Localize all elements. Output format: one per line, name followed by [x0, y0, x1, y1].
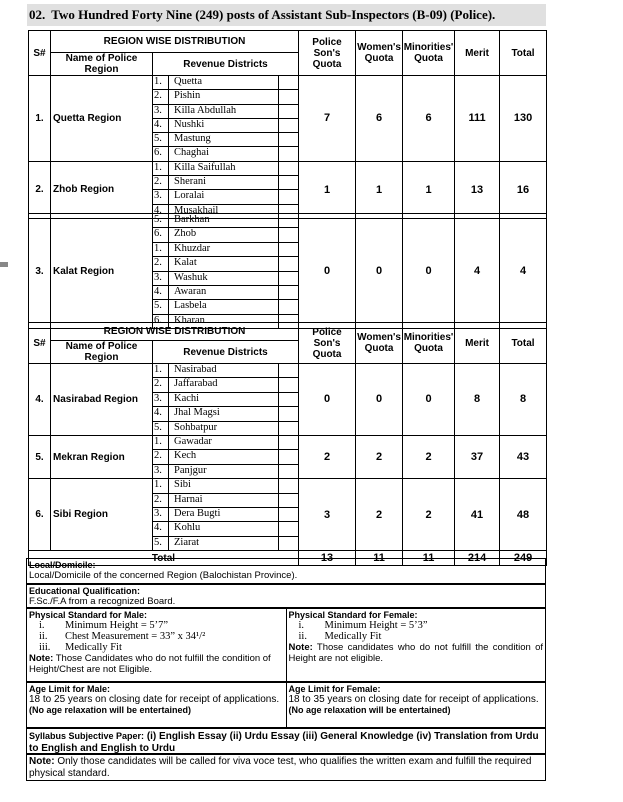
- district-list: [153, 214, 299, 329]
- district-name: Quetta: [169, 76, 279, 89]
- district-name: Kachi: [169, 393, 279, 406]
- district-number: 2.: [153, 378, 169, 391]
- district-name: Nasirabad: [169, 364, 279, 377]
- physical-female-heading: Physical Standard for Female:: [288, 610, 418, 620]
- age-male: [27, 683, 286, 727]
- district-number: 4.: [153, 522, 169, 535]
- district-item: [153, 119, 298, 133]
- district-number: 5.: [153, 422, 169, 435]
- district-item: [153, 214, 298, 228]
- district-number: 5.: [153, 133, 169, 146]
- margin-marker: [0, 262, 8, 267]
- physical-standards-block: [26, 608, 546, 682]
- male-item-1-text: Minimum Height = 5’7”: [65, 620, 169, 631]
- district-item: [153, 537, 298, 550]
- district-name: Awaran: [169, 286, 279, 299]
- district-name: Kharan: [169, 315, 279, 328]
- region-minorities: 0: [403, 364, 455, 436]
- district-list: [153, 76, 299, 162]
- district-item: [153, 479, 298, 493]
- region-total: 4: [500, 214, 547, 329]
- final-note-text: Only those candidates will be called for viva voce test, who qualifies the written exam and fulfill the required physical standard.: [29, 756, 532, 779]
- distribution-table-part3: [28, 322, 547, 566]
- district-name: Killa Abdullah: [169, 105, 279, 118]
- district-item: [153, 133, 298, 147]
- age-male-text: 18 to 25 years on closing date for receipt of applications.: [29, 694, 280, 705]
- header-sno: S#: [29, 31, 51, 76]
- district-item: [153, 286, 298, 300]
- district-number: 6.: [153, 147, 169, 160]
- region-total: 8: [500, 364, 547, 436]
- region-merit: 4: [455, 214, 500, 329]
- district-item: [153, 407, 298, 421]
- female-note-label: Note:: [288, 642, 313, 653]
- district-number: 3.: [153, 190, 169, 203]
- region-row: [29, 364, 547, 436]
- district-number: 3.: [153, 508, 169, 521]
- region-row: [29, 214, 547, 329]
- header-police-sons: Police Son's Quota: [299, 31, 356, 76]
- district-number: 2.: [153, 450, 169, 463]
- region-total: 48: [500, 479, 547, 551]
- region-police-sons: 7: [299, 76, 356, 162]
- district-list: [153, 161, 299, 218]
- district-item: [153, 465, 298, 478]
- header-merit: Merit: [455, 31, 500, 76]
- region-women: 0: [356, 364, 403, 436]
- district-number: 3.: [153, 272, 169, 285]
- district-item: [153, 393, 298, 407]
- district-number: 2.: [153, 257, 169, 270]
- male-item-2: [29, 631, 284, 642]
- region-minorities: 1: [403, 161, 455, 218]
- header-region-wise: REGION WISE DISTRIBUTION: [51, 31, 299, 53]
- district-item: [153, 176, 298, 190]
- district-number: 6.: [153, 315, 169, 328]
- total-merit: 214: [455, 551, 500, 566]
- region-total: 130: [500, 76, 547, 162]
- header-minorities: Minorities' Quota: [403, 31, 455, 76]
- district-number: 5.: [153, 300, 169, 313]
- total-minorities: 11: [403, 551, 455, 566]
- female-note: [289, 642, 544, 664]
- region-minorities: 0: [403, 214, 455, 329]
- syllabus-block: [26, 728, 546, 754]
- district-name: Harnai: [169, 494, 279, 507]
- region-merit: 37: [455, 435, 500, 478]
- age-female: [286, 683, 546, 727]
- female-note-text: Those candidates who do not fulfill the condition of Height are not eligible.: [288, 642, 543, 664]
- district-item: [153, 147, 298, 160]
- header-districts-2: Revenue Districts: [153, 341, 299, 364]
- final-note-label: Note:: [29, 756, 55, 767]
- distribution-table-part1: [28, 30, 547, 219]
- region-women: 2: [356, 479, 403, 551]
- district-number: 6.: [153, 228, 169, 241]
- district-number: 3.: [153, 393, 169, 406]
- physical-male-heading: Physical Standard for Male:: [29, 610, 148, 620]
- district-name: Zhob: [169, 228, 279, 241]
- header-women: Women's Quota: [356, 31, 403, 76]
- region-merit: 8: [455, 364, 500, 436]
- qualification-block: [26, 584, 546, 608]
- header-region-name-2: Name of Police Region: [51, 341, 153, 364]
- district-number: 1.: [153, 76, 169, 89]
- district-name: Sibi: [169, 479, 279, 492]
- district-name: Kalat: [169, 257, 279, 270]
- syllabus-label: Syllabus Subjective Paper:: [29, 731, 145, 741]
- region-women: 0: [356, 214, 403, 329]
- district-name: Khuzdar: [169, 243, 279, 256]
- district-name: Washuk: [169, 272, 279, 285]
- age-male-heading: Age Limit for Male:: [29, 684, 111, 694]
- district-item: [153, 436, 298, 450]
- qualification-text: F.Sc./F.A from a recognized Board.: [29, 596, 176, 607]
- male-item-1-num: i.: [39, 620, 45, 631]
- district-name: Panjgur: [169, 465, 279, 478]
- district-number: 3.: [153, 105, 169, 118]
- district-name: Barkhan: [169, 214, 279, 227]
- region-women: 2: [356, 435, 403, 478]
- age-female-relax: (No age relaxation will be entertained): [288, 705, 451, 715]
- male-item-3-num: iii.: [39, 642, 51, 653]
- header-region-wise-2: REGION WISE DISTRIBUTION: [51, 323, 299, 341]
- district-name: Killa Saifullah: [169, 162, 279, 175]
- district-item: [153, 190, 298, 204]
- district-name: Musakhail: [169, 205, 279, 218]
- section-title-text: Two Hundred Forty Nine (249) posts of Assistant Sub-Inspectors (B-09) (Police).: [51, 7, 496, 22]
- total-total: 249: [500, 551, 547, 566]
- district-name: Lasbela: [169, 300, 279, 313]
- domicile-block: [26, 558, 546, 584]
- district-item: [153, 508, 298, 522]
- age-limit-block: [26, 682, 546, 728]
- district-item: [153, 272, 298, 286]
- region-merit: 13: [455, 161, 500, 218]
- district-item: [153, 450, 298, 464]
- district-number: 2.: [153, 494, 169, 507]
- district-name: Kohlu: [169, 522, 279, 535]
- district-list: [153, 364, 299, 436]
- female-item-2-text: Medically Fit: [324, 631, 382, 642]
- header-minorities-2: Minorities' Quota: [403, 323, 455, 364]
- district-name: Chaghai: [169, 147, 279, 160]
- section-title: [27, 4, 546, 26]
- district-number: 3.: [153, 465, 169, 478]
- male-note-label: Note:: [29, 653, 54, 664]
- age-female-heading: Age Limit for Female:: [288, 684, 381, 694]
- district-number: 2.: [153, 176, 169, 189]
- district-item: [153, 364, 298, 378]
- male-note: [29, 653, 284, 675]
- region-women: 6: [356, 76, 403, 162]
- region-row: [29, 161, 547, 218]
- region-women: 1: [356, 161, 403, 218]
- male-item-2-text: Chest Measurement = 33” x 34¹/²: [65, 631, 206, 642]
- region-police-sons: 0: [299, 364, 356, 436]
- district-name: Kech: [169, 450, 279, 463]
- district-name: Dera Bugti: [169, 508, 279, 521]
- total-label: Total: [29, 551, 299, 566]
- syllabus-text: (i) English Essay (ii) Urdu Essay (iii) General Knowledge (iv) Translation from Urdu to English and English to Urdu: [29, 731, 539, 754]
- header-region-name: Name of Police Region: [51, 53, 153, 76]
- district-name: Nushki: [169, 119, 279, 132]
- age-female-text: 18 to 35 years on closing date for receipt of applications.: [288, 694, 539, 705]
- domicile-heading: Local/Domicile:: [29, 560, 96, 570]
- female-item-2-num: ii.: [298, 631, 307, 642]
- male-item-2-num: ii.: [39, 631, 48, 642]
- header-merit-2: Merit: [455, 323, 500, 364]
- district-item: [153, 378, 298, 392]
- district-item: [153, 162, 298, 176]
- district-number: 1.: [153, 243, 169, 256]
- district-name: Gawadar: [169, 436, 279, 449]
- final-note-block: [26, 754, 546, 781]
- district-item: [153, 105, 298, 119]
- header-total-2: Total: [500, 323, 547, 364]
- district-list: [153, 435, 299, 478]
- section-number: 02.: [29, 7, 46, 22]
- region-row: [29, 435, 547, 478]
- region-sno: 6.: [29, 479, 51, 551]
- district-list: [153, 479, 299, 551]
- district-name: Sohbatpur: [169, 422, 279, 435]
- qualification-heading: Educational Qualification:: [29, 586, 141, 596]
- region-name: Sibi Region: [51, 479, 153, 551]
- region-police-sons: 2: [299, 435, 356, 478]
- district-item: [153, 494, 298, 508]
- region-row: [29, 479, 547, 551]
- header-police-sons-2: Police Son's Quota: [299, 323, 356, 364]
- female-item-1-num: i.: [298, 620, 305, 631]
- district-number: 4.: [153, 407, 169, 420]
- district-item: [153, 422, 298, 435]
- header-sno-2: S#: [29, 323, 51, 364]
- district-number: 4.: [153, 205, 169, 218]
- region-sno: 3.: [29, 214, 51, 329]
- region-name: Mekran Region: [51, 435, 153, 478]
- header-women-2: Women's Quota: [356, 323, 403, 364]
- female-item-1-text: Minimum Height = 5’3”: [324, 620, 428, 631]
- region-name: Quetta Region: [51, 76, 153, 162]
- female-item-1: [289, 620, 544, 631]
- region-name: Kalat Region: [51, 214, 153, 329]
- district-item: [153, 522, 298, 536]
- district-number: 4.: [153, 286, 169, 299]
- region-police-sons: 0: [299, 214, 356, 329]
- male-item-3-text: Medically Fit: [65, 642, 122, 653]
- district-item: [153, 76, 298, 90]
- distribution-table-part2: [28, 213, 547, 329]
- district-item: [153, 228, 298, 242]
- region-name: Nasirabad Region: [51, 364, 153, 436]
- total-women: 11: [356, 551, 403, 566]
- region-total: 16: [500, 161, 547, 218]
- region-total: 43: [500, 435, 547, 478]
- district-number: 5.: [153, 537, 169, 550]
- district-name: Jaffarabad: [169, 378, 279, 391]
- region-merit: 41: [455, 479, 500, 551]
- age-male-relax: (No age relaxation will be entertained): [29, 705, 192, 715]
- region-sno: 2.: [29, 161, 51, 218]
- physical-female: [286, 609, 546, 681]
- district-name: Ziarat: [169, 537, 279, 550]
- header-total: Total: [500, 31, 547, 76]
- district-name: Sherani: [169, 176, 279, 189]
- district-number: 5.: [153, 214, 169, 227]
- district-name: Pishin: [169, 90, 279, 103]
- region-row: [29, 76, 547, 162]
- district-name: Jhal Magsi: [169, 407, 279, 420]
- region-merit: 111: [455, 76, 500, 162]
- district-item: [153, 90, 298, 104]
- male-item-3: [29, 642, 284, 653]
- male-item-1: [29, 620, 284, 631]
- district-item: [153, 243, 298, 257]
- region-minorities: 6: [403, 76, 455, 162]
- physical-male: [27, 609, 286, 681]
- district-name: Loralai: [169, 190, 279, 203]
- region-sno: 4.: [29, 364, 51, 436]
- district-name: Mastung: [169, 133, 279, 146]
- district-number: 4.: [153, 119, 169, 132]
- total-police-sons: 13: [299, 551, 356, 566]
- region-minorities: 2: [403, 479, 455, 551]
- district-number: 1.: [153, 364, 169, 377]
- region-police-sons: 3: [299, 479, 356, 551]
- district-number: 2.: [153, 90, 169, 103]
- region-minorities: 2: [403, 435, 455, 478]
- region-name: Zhob Region: [51, 161, 153, 218]
- region-sno: 5.: [29, 435, 51, 478]
- region-police-sons: 1: [299, 161, 356, 218]
- header-districts: Revenue Districts: [153, 53, 299, 76]
- district-number: 1.: [153, 479, 169, 492]
- district-item: [153, 257, 298, 271]
- district-number: 1.: [153, 162, 169, 175]
- district-number: 1.: [153, 436, 169, 449]
- male-note-text: Those Candidates who do not fulfill the condition of Height/Chest are not Eligible.: [29, 653, 271, 675]
- female-item-2: [289, 631, 544, 642]
- district-item: [153, 300, 298, 314]
- region-sno: 1.: [29, 76, 51, 162]
- domicile-text: Local/Domicile of the concerned Region (Balochistan Province).: [29, 570, 298, 581]
